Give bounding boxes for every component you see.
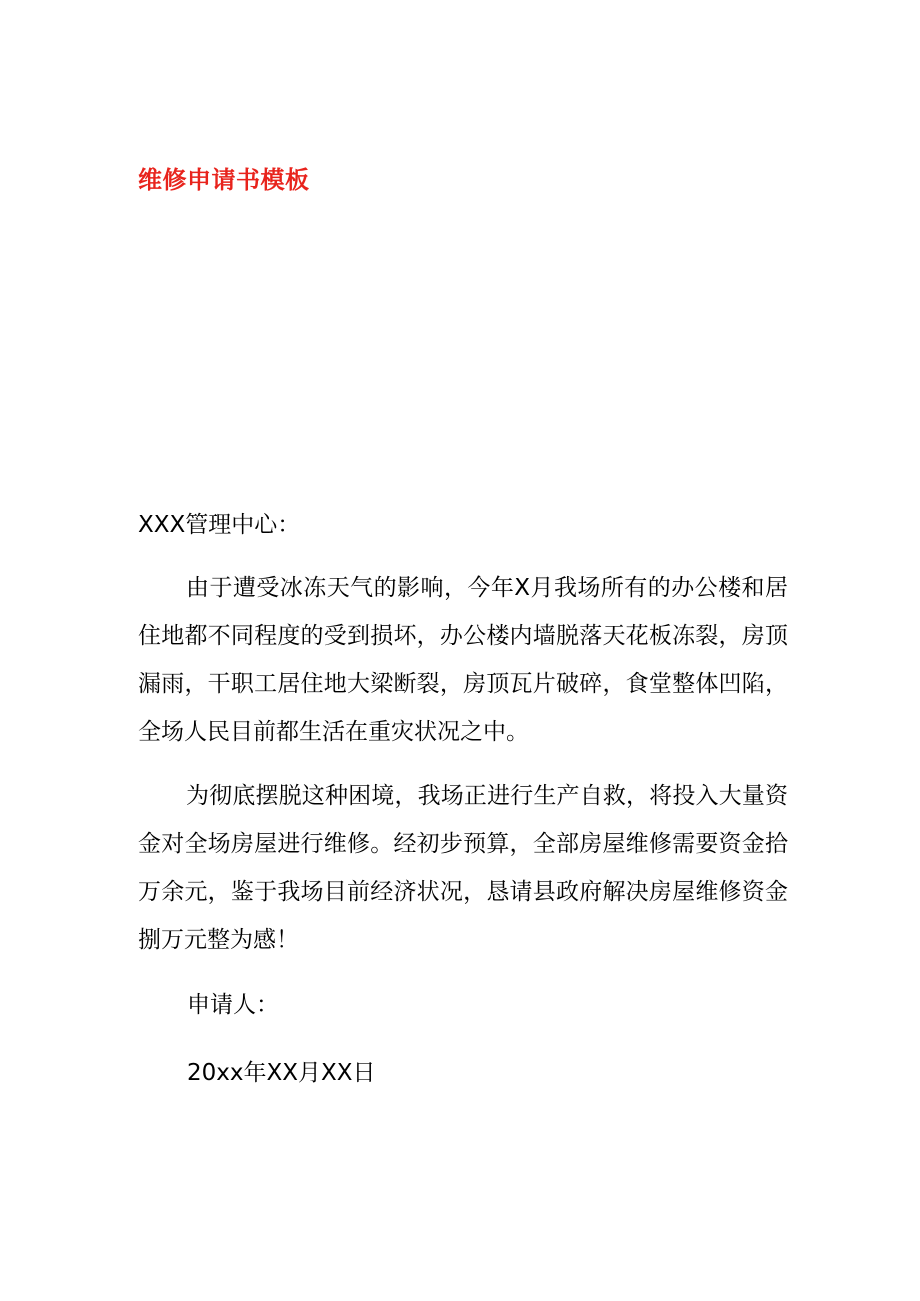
body-paragraph-2: 为彻底摆脱这种困境，我场正进行生产自救，将投入大量资金对全场房屋进行维修。经初步预算，全部房屋维修需要资金拾万余元，鉴于我场目前经济状况，恳请县政府解决房屋维修资金捌万元整为感！ [138, 783, 788, 953]
application-date: 20xx年XX月XX日 [187, 1060, 376, 1086]
salutation: XXX管理中心： [138, 512, 301, 538]
body-paragraph-1: 由于遭受冰冻天气的影响，今年X月我场所有的办公楼和居住地都不同程度的受到损坏，办公楼内墙脱落天花板冻裂，房顶漏雨，干职工居住地大梁断裂，房顶瓦片破碎，食堂整体凹陷，全场人民目前都生活在重灾状况之中。 [138, 575, 788, 745]
document-title: 维修申请书模板 [138, 166, 310, 194]
signer-label: 申请人： [187, 992, 279, 1018]
